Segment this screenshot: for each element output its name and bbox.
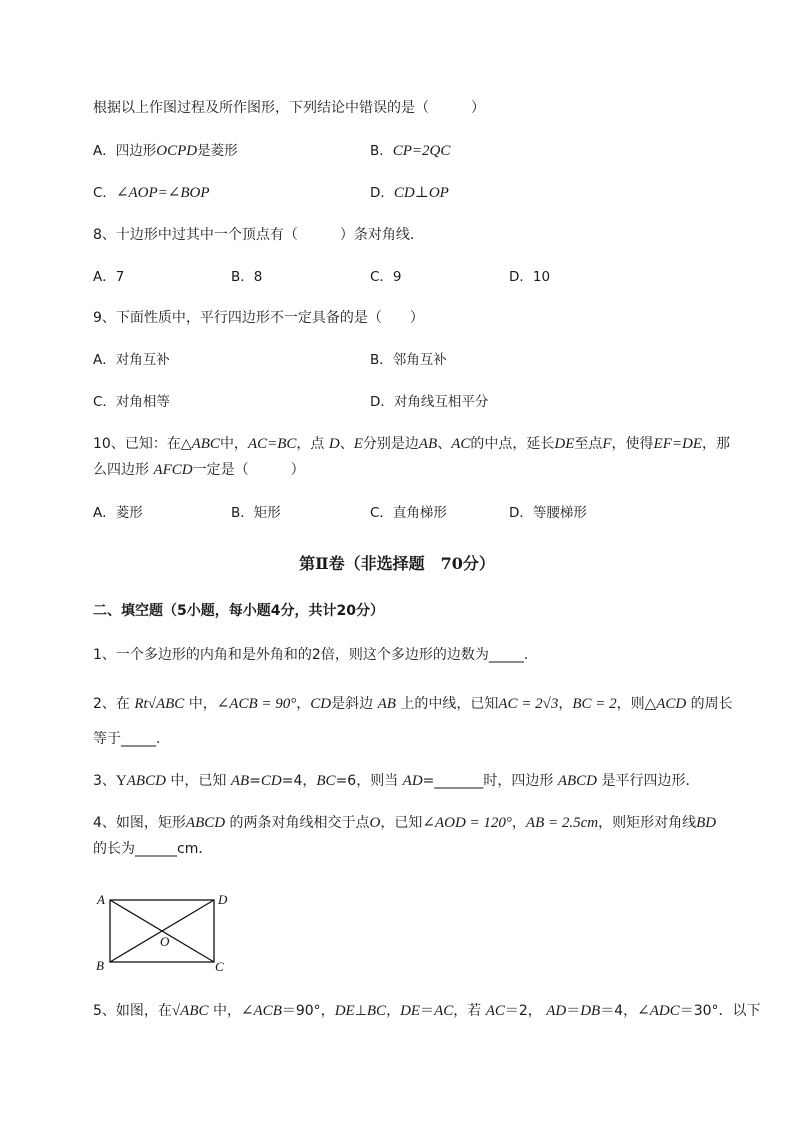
text-segment: OCPD <box>156 143 198 159</box>
q8-option-c: C．9 <box>370 269 402 285</box>
text-segment: ，若 <box>453 1003 486 1019</box>
text-segment: DE <box>400 1003 421 1019</box>
text-segment: √ <box>147 696 156 712</box>
q9-option-a: A．对角互补 <box>93 352 170 368</box>
q8-option-a: A．7 <box>93 269 125 285</box>
text-segment: AC <box>434 1003 454 1019</box>
text-segment: C． <box>93 185 116 201</box>
text-segment: AC = 2√3 <box>498 696 559 712</box>
q10-stem-line1 <box>93 434 730 454</box>
q8-stem: 8、十边形中过其中一个顶点有（ ）条对角线． <box>93 227 424 243</box>
text-segment: 10、已知：在△ <box>93 436 192 452</box>
text-segment: 中， <box>184 696 217 712</box>
text-segment: ABC <box>191 436 220 452</box>
text-segment: AC <box>451 436 471 452</box>
fill-question-2-line1 <box>93 694 733 714</box>
q9-stem: 9、下面性质中，平行四边形不一定具备的是（ ） <box>93 310 424 326</box>
text-segment: ∠ADC <box>637 1003 680 1019</box>
text-segment: DE <box>554 436 575 452</box>
text-segment: ∠ACB <box>240 1003 282 1019</box>
text-segment: D <box>328 436 340 452</box>
text-segment: ，使得 <box>611 436 654 452</box>
text-segment: 4、如图，矩形 <box>93 815 186 831</box>
text-segment: AB <box>230 773 250 789</box>
text-segment: ＝2， <box>504 1003 547 1019</box>
text-segment: AB = 2.5cm <box>525 815 599 831</box>
section-title: 第Ⅱ卷（非选择题 70分） <box>299 554 495 573</box>
text-segment: 分别是边 <box>362 436 419 452</box>
text-segment: 中，已知 <box>165 773 231 789</box>
text-segment: ， <box>296 696 311 712</box>
fill-question-4-line1 <box>93 813 716 833</box>
fill-question-4-line2: 的长为______cm． <box>93 841 213 857</box>
fill-question-5 <box>93 1001 761 1021</box>
rectangle-diagram <box>90 888 240 978</box>
q9-option-b: B．邻角互补 <box>370 352 447 368</box>
q10-option-a: A．菱形 <box>93 505 143 521</box>
text-segment: 5、如图，在 <box>93 1003 172 1019</box>
text-segment: AD <box>402 773 423 789</box>
text-segment: ABCD <box>185 815 226 831</box>
text-segment: Rt <box>134 696 148 712</box>
text-segment: 上的中线，已知 <box>395 696 499 712</box>
q7-option-b <box>370 141 450 161</box>
q10-option-c: C．直角梯形 <box>370 505 447 521</box>
text-segment: 是菱形 <box>197 143 238 159</box>
text-segment: ＝90°， <box>281 1003 335 1019</box>
text-segment: DB <box>580 1003 601 1019</box>
text-segment: ， <box>511 815 526 831</box>
q7-option-d <box>370 183 449 203</box>
text-segment: ABCD <box>126 773 166 789</box>
text-segment: 、 <box>437 436 452 452</box>
text-segment: AB <box>377 696 396 712</box>
text-segment: BC = 2 <box>572 696 617 712</box>
text-segment: ABC <box>155 696 185 712</box>
text-segment: BC <box>366 1003 387 1019</box>
text-segment: 的中点，延长 <box>470 436 555 452</box>
q10-option-d: D．等腰梯形 <box>509 505 587 521</box>
q9-option-d: D．对角线互相平分 <box>370 394 489 410</box>
text-segment: 是斜边 <box>331 696 378 712</box>
q9-option-c: C．对角相等 <box>93 394 170 410</box>
label-b: B <box>96 958 104 973</box>
q7-stem: 根据以上作图过程及所作图形，下列结论中错误的是（ ） <box>93 100 485 116</box>
label-a: A <box>97 892 105 907</box>
q10-stem-line2 <box>93 460 305 480</box>
q8-option-b: B．8 <box>231 269 263 285</box>
text-segment: ∠ACB = 90° <box>216 696 297 712</box>
text-segment: O <box>369 815 381 831</box>
text-segment: 的周长 <box>686 696 733 712</box>
text-segment: √ <box>171 1003 181 1019</box>
text-segment: 3、 <box>93 773 116 789</box>
text-segment: AD <box>546 1003 567 1019</box>
text-segment: ，那 <box>702 436 730 452</box>
text-segment: F <box>602 436 612 452</box>
text-segment: ＝ <box>566 1003 581 1019</box>
text-segment: ，则矩形对角线 <box>598 815 697 831</box>
text-segment: AFCD <box>153 462 193 478</box>
text-segment: AB <box>418 436 438 452</box>
text-segment: △ACD <box>644 696 687 712</box>
text-segment: EF=DE <box>653 436 702 452</box>
label-o: O <box>160 934 170 949</box>
text-segment: 至点 <box>574 436 603 452</box>
text-segment: ∠AOP=∠BOP <box>115 185 210 201</box>
text-segment: E <box>353 436 363 452</box>
text-segment: 一定是（ ） <box>192 462 305 478</box>
text-segment: BD <box>696 815 717 831</box>
text-segment: ∠AOD = 120° <box>422 815 512 831</box>
fill-question-3 <box>93 771 699 791</box>
text-segment: =4， <box>281 773 317 789</box>
text-segment: D． <box>370 185 394 201</box>
text-segment: 2、在 <box>93 696 135 712</box>
text-segment: 四边形 <box>115 143 157 159</box>
text-segment: 中， <box>208 1003 241 1019</box>
q7-option-a <box>93 141 238 161</box>
text-segment: ⊥ <box>354 1003 367 1019</box>
text-segment: ，已知 <box>380 815 423 831</box>
text-segment: DE <box>334 1003 355 1019</box>
label-d: D <box>218 892 228 907</box>
q7-option-c <box>93 183 210 203</box>
text-segment: 么四边形 <box>93 462 154 478</box>
text-segment: CD⊥OP <box>393 185 449 201</box>
text-segment: ABC <box>180 1003 209 1019</box>
section-subtitle: 二、填空题（5小题，每小题4分，共计20分） <box>93 603 384 619</box>
text-segment: =6，则当 <box>335 773 403 789</box>
text-segment: = <box>249 773 261 789</box>
text-segment: =_______时，四边形 <box>422 773 558 789</box>
label-c: C <box>215 959 224 974</box>
fill-question-2-line2: 等于_____. <box>93 731 161 747</box>
q8-option-d: D．10 <box>509 269 551 285</box>
text-segment: 的两条对角线相交于点 <box>225 815 370 831</box>
text-segment: ， <box>558 696 573 712</box>
text-segment: A． <box>93 143 116 159</box>
text-segment: Y <box>115 773 127 789</box>
text-segment: ，点 <box>296 436 329 452</box>
q10-option-b: B．矩形 <box>231 505 281 521</box>
text-segment: ＝4， <box>600 1003 638 1019</box>
text-segment: BC <box>316 773 336 789</box>
text-segment: ， <box>386 1003 401 1019</box>
text-segment: 中， <box>219 436 248 452</box>
text-segment: CD <box>260 773 282 789</box>
text-segment: 、 <box>339 436 354 452</box>
text-segment: ABCD <box>557 773 598 789</box>
text-segment: ，则 <box>616 696 645 712</box>
text-segment: ＝ <box>420 1003 435 1019</box>
text-segment: CP=2QC <box>392 143 451 159</box>
text-segment: B． <box>370 143 393 159</box>
text-segment: ＝30°．以下 <box>679 1003 761 1019</box>
text-segment: AC=BC <box>247 436 297 452</box>
text-segment: 是平行四边形． <box>597 773 700 789</box>
text-segment: AC <box>485 1003 505 1019</box>
text-segment: CD <box>310 696 332 712</box>
fill-question-1: 1、一个多边形的内角和是外角和的2倍，则这个多边形的边数为_____. <box>93 647 529 663</box>
